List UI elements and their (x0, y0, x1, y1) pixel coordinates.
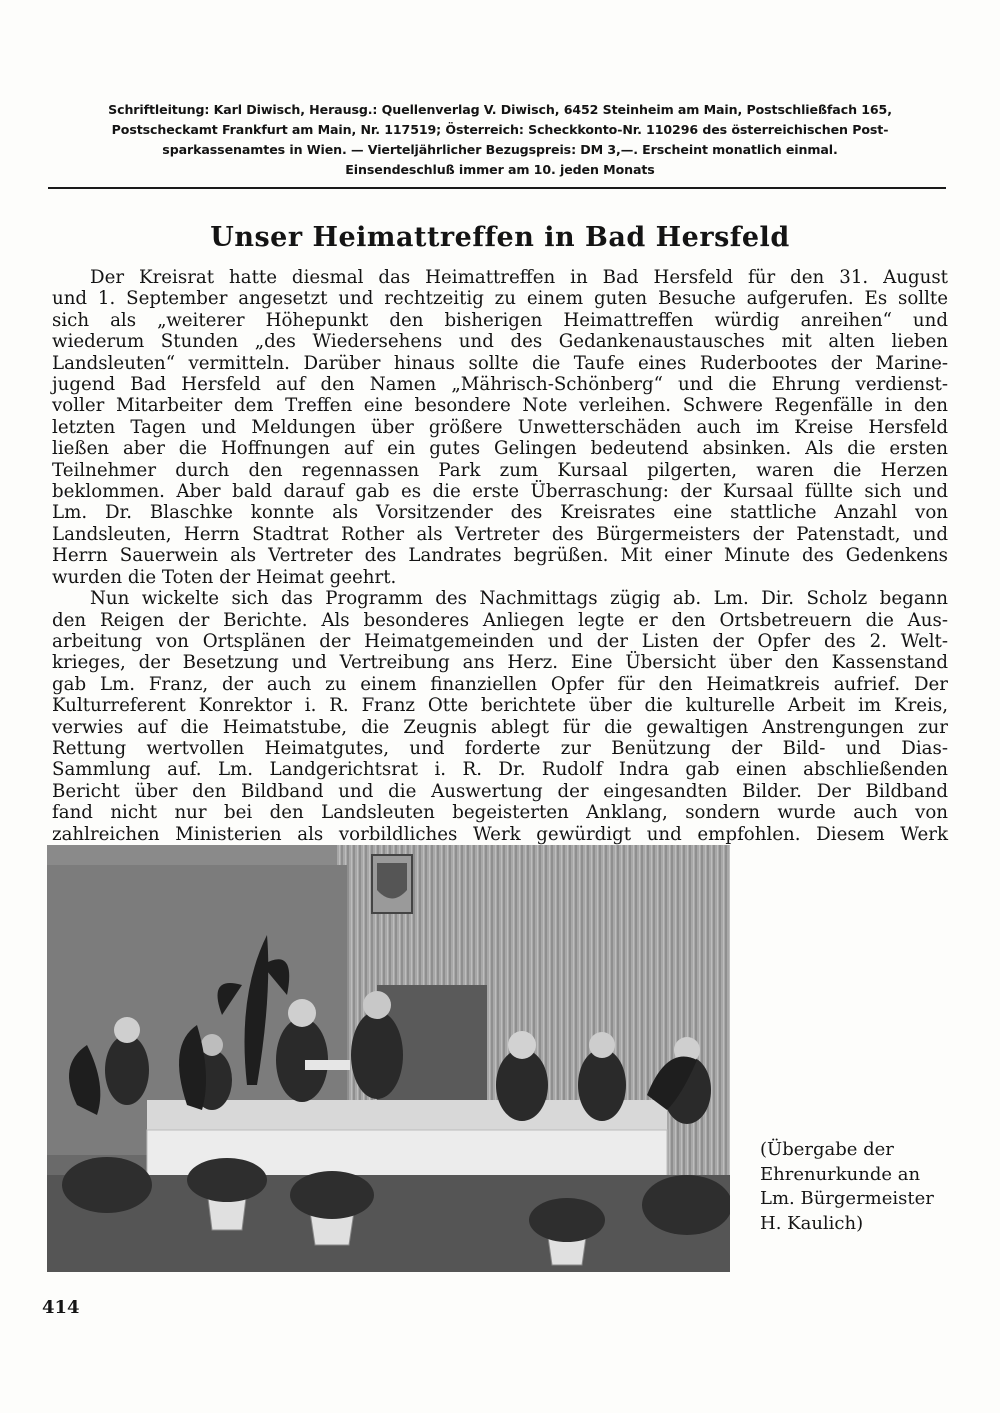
article-line: wurden die Toten der Heimat geehrt. (52, 566, 397, 588)
article-line: Landsleuten, Herrn Stadtrat Rother als Vertreter des Bürgermeisters der Patenstadt, und (52, 523, 948, 545)
article-line: Nun wickelte sich das Programm des Nachmittags zügig ab. Lm. Dir. Scholz begann (90, 588, 948, 610)
article-line: sich als „weiterer Höhepunkt den bisherigen Heimattreffen würdig anreihen“ und (52, 309, 948, 331)
article-line: Herrn Sauerwein als Vertreter des Landrates begrüßen. Mit einer Minute des Gedenkens (52, 545, 948, 567)
article-line: Rettung wertvollen Heimatgutes, und forderte zur Benützung der Bild- und Dias- (52, 737, 948, 759)
article-line: Lm. Dr. Blaschke konnte als Vorsitzender des Kreisrates eine stattliche Anzahl von (52, 502, 948, 524)
masthead-line: Einsendeschluß immer am 10. jeden Monats (345, 162, 655, 177)
article-line: Teilnehmer durch den regennassen Park zum Kursaal pilgerten, waren die Herzen (52, 459, 948, 481)
caption-line: Ehrenurkunde an (760, 1163, 921, 1185)
article-line: zahlreichen Ministerien als vorbildliches Werk gewürdigt und empfohlen. Diesem Werk (52, 823, 948, 845)
article-line: letzten Tagen und Meldungen über größere Unwetterschäden auch im Kreise Hersfeld (52, 416, 948, 438)
article-line: Sammlung auf. Lm. Landgerichtsrat i. R. Dr. Rudolf Indra gab einen abschließenden (52, 759, 948, 781)
article-body (52, 267, 948, 845)
article-line: beklommen. Aber bald darauf gab es die erste Überraschung: der Kursaal füllte sich und (52, 481, 948, 503)
article-line: krieges, der Besetzung und Vertreibung ans Herz. Eine Übersicht über den Kassenstand (52, 652, 948, 674)
masthead-line: Postscheckamt Frankfurt am Main, Nr. 117519; Österreich: Scheckkonto-Nr. 110296 des österreichischen Post- (111, 122, 889, 137)
caption-line: Lm. Bürgermeister (760, 1188, 934, 1209)
ceremony-photo (47, 845, 730, 1272)
caption-line: H. Kaulich) (760, 1212, 864, 1234)
article-line: ließen aber die Hoffnungen auf ein gutes Gelingen bedeutend absinken. Als die ersten (52, 438, 948, 460)
article-line: Bericht über den Bildband und die Auswertung der eingesandten Bilder. Der Bildband (52, 780, 948, 802)
article-line: verwies auf die Heimatstube, die Zeugnis ablegt für die gewaltigen Anstrengungen zur (52, 716, 948, 738)
masthead-line: Schriftleitung: Karl Diwisch, Herausg.: Quellenverlag V. Diwisch, 6452 Steinheim am Main, Postschließfach 165, (108, 102, 892, 117)
article-line: und 1. September angesetzt und rechtzeitig zu einem guten Besuche aufgerufen. Es sollte (52, 288, 948, 310)
page-number: 414 (42, 1297, 80, 1318)
article-line: Landsleuten“ vermitteln. Darüber hinaus sollte die Taufe eines Ruderbootes der Marine- (52, 352, 948, 374)
article-line: den Reigen der Berichte. Als besonderes Anliegen legte er den Ortsbetreuern die Aus- (52, 609, 948, 631)
article-line: voller Mitarbeiter dem Treffen eine besondere Note verleihen. Schwere Regenfälle in den (52, 395, 948, 417)
caption-line: (Übergabe der (760, 1139, 894, 1160)
article-line: Kulturreferent Konrektor i. R. Franz Otte berichtete über die kulturelle Arbeit im Kreis, (52, 695, 948, 717)
article-line: jugend Bad Hersfeld auf den Namen „Mährisch-Schönberg“ und die Ehrung verdienst- (52, 374, 948, 396)
photo-caption (760, 1138, 960, 1236)
masthead (52, 100, 948, 180)
article-title: Unser Heimattreffen in Bad Hersfeld (210, 222, 790, 253)
article-line: Der Kreisrat hatte diesmal das Heimattreffen in Bad Hersfeld für den 31. August (90, 267, 948, 288)
article-line: gab Lm. Franz, der auch zu einem finanziellen Opfer für den Heimatkreis aufrief. Der (52, 673, 948, 695)
article-line: wiederum Stunden „des Wiedersehens und des Gedankenaustausches mit alten lieben (52, 331, 948, 353)
article-line: fand nicht nur bei den Landsleuten begeisterten Anklang, sondern wurde auch von (52, 802, 948, 824)
masthead-divider (48, 187, 946, 189)
article-line: arbeitung von Ortsplänen der Heimatgemeinden und der Listen der Opfer des 2. Welt- (52, 630, 948, 652)
masthead-line: sparkassenamtes in Wien. — Vierteljährlicher Bezugspreis: DM 3,—. Erscheint monatlich einmal. (162, 142, 838, 157)
